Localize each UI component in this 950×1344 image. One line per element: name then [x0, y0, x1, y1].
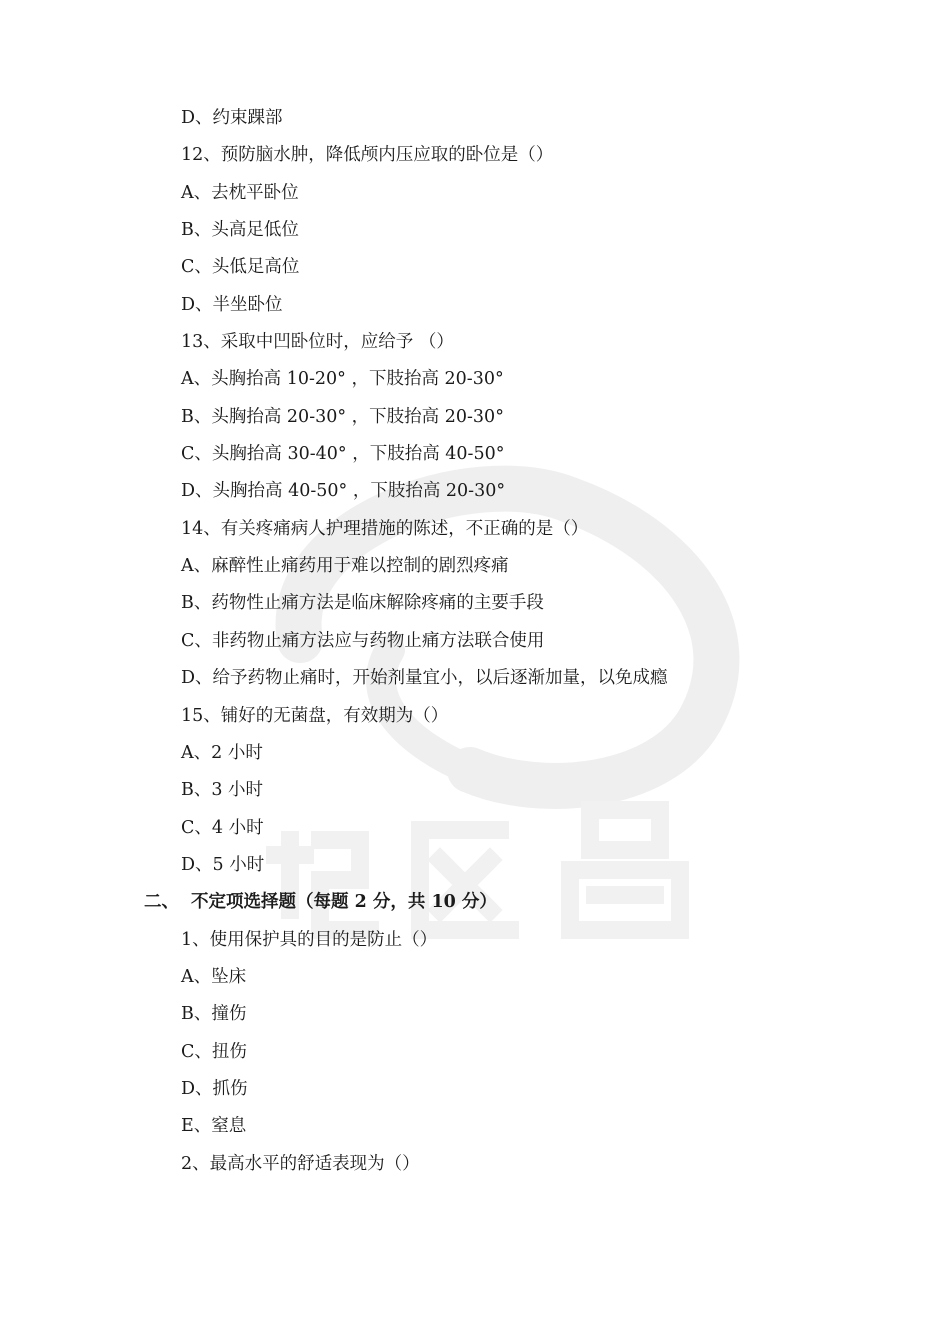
option-line: C、扭伤 — [181, 1041, 247, 1062]
exam-content — [0, 100, 950, 1183]
option-line: B、头高足低位 — [181, 220, 299, 241]
option-line: B、3 小时 — [181, 780, 264, 801]
question-line: 13、采取中凹卧位时，应给予 （） — [181, 332, 454, 353]
option-line: E、窒息 — [181, 1116, 247, 1137]
question-line: 12、预防脑水肿，降低颅内压应取的卧位是（） — [181, 145, 554, 166]
option-line: A、麻醉性止痛药用于难以控制的剧烈疼痛 — [181, 556, 509, 577]
option-line: D、半坐卧位 — [181, 294, 283, 315]
option-line: B、药物性止痛方法是临床解除疼痛的主要手段 — [181, 593, 544, 614]
section-number: 二、 — [144, 892, 179, 913]
question-line: 14、有关疼痛病人护理措施的陈述，不正确的是（） — [181, 518, 589, 539]
option-line: B、头胸抬高 20-30° ，下肢抬高 20-30° — [181, 406, 504, 427]
option-line: D、给予药物止痛时，开始剂量宜小，以后逐渐加量，以免成瘾 — [181, 668, 668, 689]
section-title: 不定项选择题（每题 2 分，共 10 分） — [191, 892, 497, 913]
option-line: A、去枕平卧位 — [181, 182, 299, 203]
option-line: C、头低足高位 — [181, 257, 300, 278]
option-line: D、头胸抬高 40-50° ，下肢抬高 20-30° — [181, 481, 506, 502]
option-line: D、抓伤 — [181, 1078, 248, 1099]
option-line: C、4 小时 — [181, 817, 264, 838]
question-line: 15、铺好的无菌盘，有效期为（） — [181, 705, 449, 726]
option-line: A、坠床 — [181, 966, 247, 987]
section-heading — [0, 884, 950, 921]
option-line: D、约束踝部 — [181, 108, 283, 128]
option-line: B、撞伤 — [181, 1004, 247, 1025]
question-line: 2、最高水平的舒适表现为（） — [181, 1153, 420, 1174]
option-line: C、非药物止痛方法应与药物止痛方法联合使用 — [181, 630, 545, 651]
question-line: 1、使用保护具的目的是防止（） — [181, 929, 438, 950]
option-line: A、头胸抬高 10-20° ，下肢抬高 20-30° — [181, 369, 504, 390]
option-line: A、2 小时 — [181, 742, 263, 763]
option-line: C、头胸抬高 30-40° ，下肢抬高 40-50° — [181, 444, 505, 465]
option-line: D、5 小时 — [181, 854, 265, 875]
